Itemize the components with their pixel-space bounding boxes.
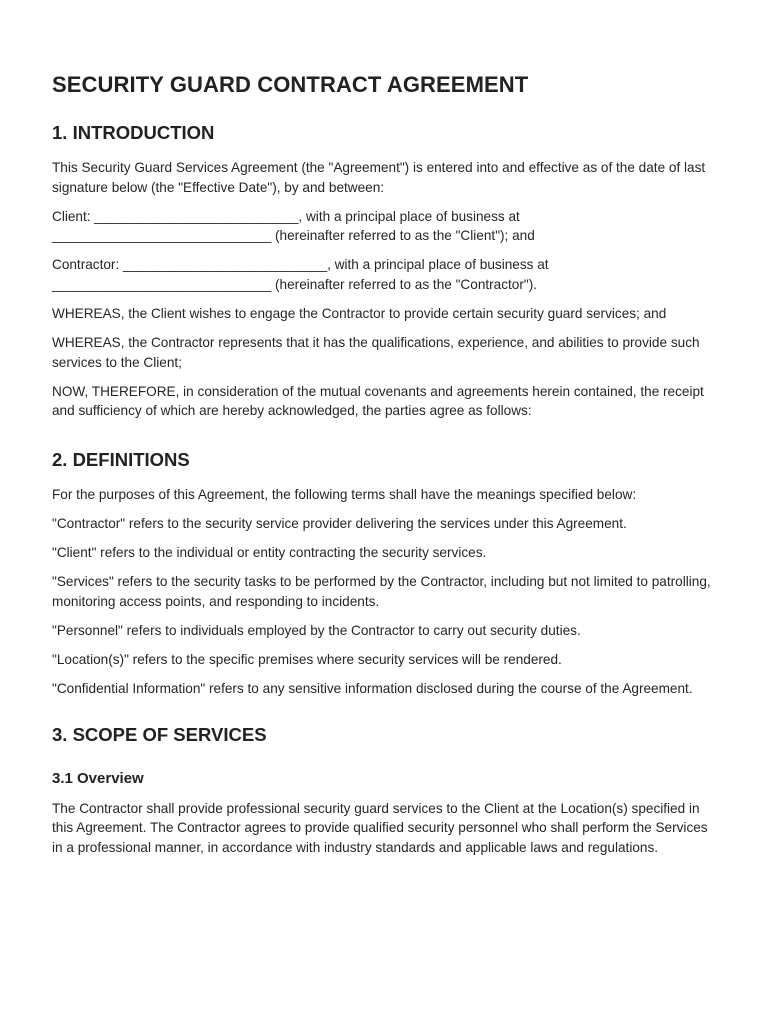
definition-item: "Contractor" refers to the security service provider delivering the services under this Agreement. [52, 516, 627, 532]
intro-paragraph: This Security Guard Services Agreement (the "Agreement") is entered into and effective as of the date of last signature below (the "Effective Date"), by and between: [52, 160, 706, 195]
whereas-clause: WHEREAS, the Client wishes to engage the Contractor to provide certain security guard services; and [52, 306, 667, 322]
overview-paragraph: The Contractor shall provide professional security guard services to the Client at the Location(s) specified in this Agreement. The Contractor agrees to provide qualified security personnel who shall perform the Services in a professional manner, in accordance with industry standards and applicable laws and regulations. [52, 800, 708, 855]
section-scope-of-services [52, 722, 720, 858]
subsection-heading: 3.1 Overview [52, 769, 144, 787]
definition-item: "Client" refers to the individual or entity contracting the security services. [52, 545, 487, 561]
section-heading: 2. DEFINITIONS [52, 449, 190, 471]
definition-item: "Confidential Information" refers to any sensitive information disclosed during the course of the Agreement. [52, 681, 693, 697]
definition-item: "Personnel" refers to individuals employed by the Contractor to carry out security duties. [52, 623, 581, 638]
section-definitions [52, 447, 720, 699]
definitions-intro: For the purposes of this Agreement, the following terms shall have the meanings specified below: [52, 487, 637, 503]
section-introduction [52, 120, 720, 421]
document-title: SECURITY GUARD CONTRACT AGREEMENT [52, 72, 529, 97]
definition-item: "Location(s)" refers to the specific premises where security services will be rendered. [52, 652, 562, 668]
contractor-party-paragraph: Contractor: ___________________________, with a principal place of business at _____________________________ (hereinafter referred to as the "Contractor"). [52, 257, 549, 292]
definition-item: "Services" refers to the security tasks to be performed by the Contractor, including but not limited to patrolling, monitoring access points, and responding to incidents. [52, 574, 711, 609]
section-heading: 1. INTRODUCTION [52, 122, 215, 143]
section-heading: 3. SCOPE OF SERVICES [52, 723, 267, 745]
client-party-paragraph: Client: ___________________________, with a principal place of business at _____________________________ (hereinafter referred to as the "Client"); and [52, 208, 535, 244]
now-therefore-clause: NOW, THEREFORE, in consideration of the mutual covenants and agreements herein contained, the receipt and sufficiency of which are hereby acknowledged, the parties agree as follows: [52, 383, 704, 419]
whereas-clause: WHEREAS, the Contractor represents that it has the qualifications, experience, and abilities to provide such services to the Client; [52, 335, 700, 370]
